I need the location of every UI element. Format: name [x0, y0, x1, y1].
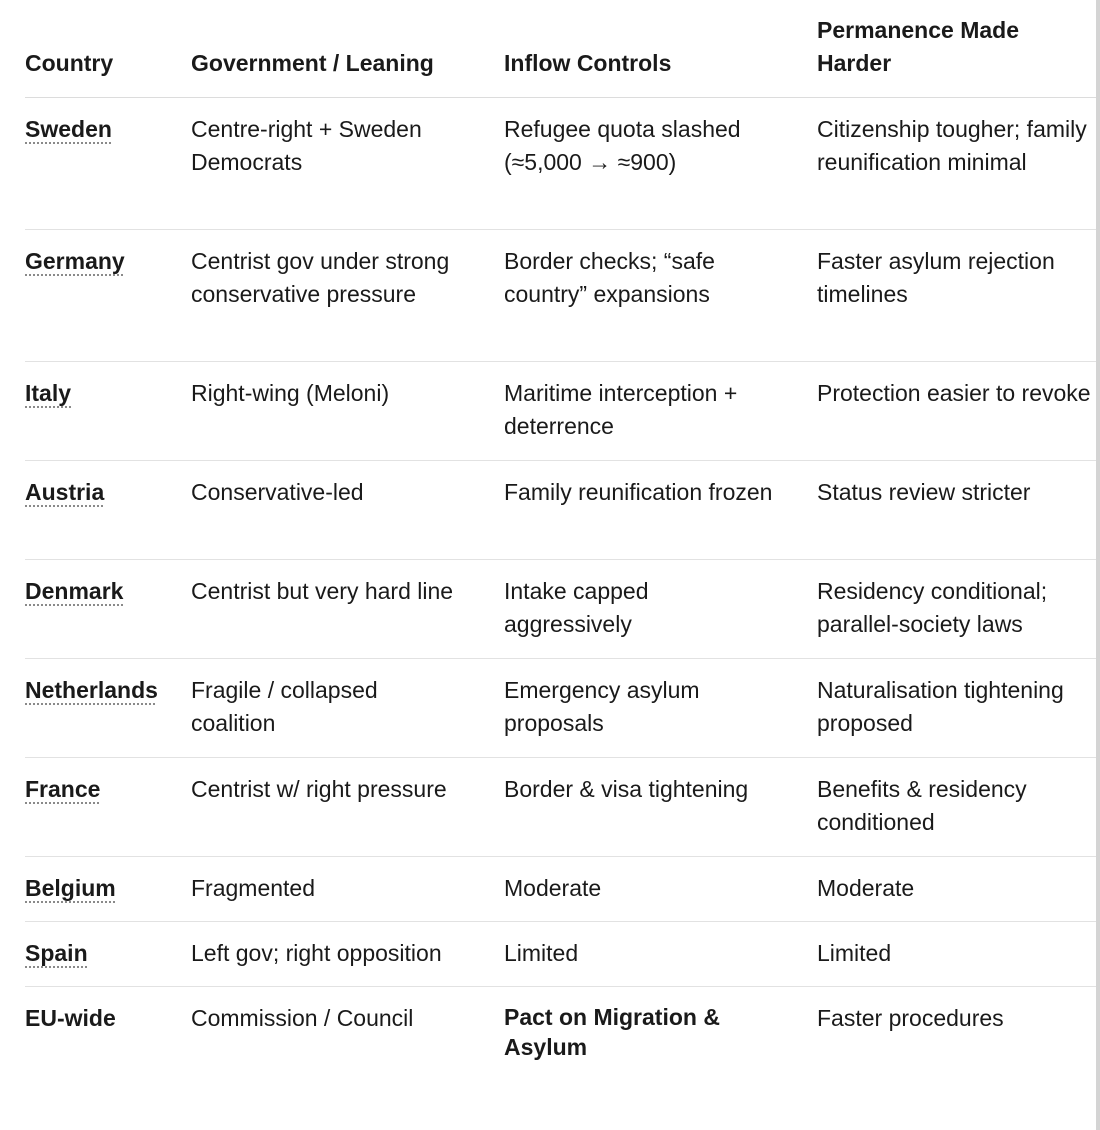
- cell-line: conservative pressure: [191, 281, 416, 307]
- header-permanence-line: Permanence Made: [817, 17, 1019, 43]
- cell-line: Emergency asylum: [504, 677, 700, 703]
- cell-line: Maritime interception +: [504, 380, 738, 406]
- permanence-cell: [817, 922, 1096, 987]
- table-row: [25, 560, 1096, 659]
- inflow-cell: [504, 98, 817, 230]
- government-cell: [191, 922, 504, 987]
- cell-line: Residency conditional;: [817, 578, 1048, 604]
- country-link-italy[interactable]: Italy: [25, 380, 72, 406]
- cell-line: Left gov; right opposition: [191, 940, 442, 966]
- permanence-cell: [817, 987, 1096, 1067]
- cell-line: Border checks; “safe: [504, 248, 715, 274]
- inflow-cell: [504, 922, 817, 987]
- table-row: [25, 230, 1096, 362]
- cell-line: deterrence: [504, 413, 614, 439]
- country-link-germany[interactable]: Germany: [25, 248, 125, 274]
- inflow-cell: [504, 560, 817, 659]
- cell-line: Protection easier to revoke: [817, 380, 1091, 406]
- permanence-cell: [817, 758, 1096, 857]
- cell-line: Democrats: [191, 149, 303, 175]
- cell-line: Limited: [504, 940, 579, 966]
- permanence-cell: [817, 230, 1096, 362]
- permanence-cell: [817, 857, 1096, 922]
- cell-line: Refugee quota slashed: [504, 116, 741, 142]
- cell-line: parallel-society laws: [817, 611, 1023, 637]
- cell-line: Moderate: [504, 875, 602, 901]
- cell-line: aggressively: [504, 611, 632, 637]
- cell-line: Centrist w/ right pressure: [191, 776, 447, 802]
- table-row: [25, 987, 1096, 1067]
- page-edge-divider: [1096, 0, 1100, 1130]
- inflow-cell: [504, 362, 817, 461]
- cell-line: conditioned: [817, 809, 935, 835]
- permanence-cell: [817, 560, 1096, 659]
- header-inflow-controls[interactable]: Inflow Controls: [504, 0, 817, 98]
- table-row: [25, 922, 1096, 987]
- table-row: [25, 362, 1096, 461]
- table-row: [25, 857, 1096, 922]
- cell-line: Right-wing (Meloni): [191, 380, 390, 406]
- cell-line: country” expansions: [504, 281, 710, 307]
- table-row: [25, 98, 1096, 230]
- cell-line: Family reunification frozen: [504, 479, 773, 505]
- migration-policy-table: [25, 0, 1096, 1067]
- header-country[interactable]: Country: [25, 0, 191, 98]
- permanence-cell: [817, 461, 1096, 560]
- cell-line: Moderate: [817, 875, 915, 901]
- country-link-belgium[interactable]: Belgium: [25, 875, 116, 901]
- inflow-cell: [504, 987, 817, 1067]
- cell-line: Centrist gov under strong: [191, 248, 450, 274]
- cell-line: Pact on Migration &: [504, 1004, 720, 1030]
- government-cell: [191, 98, 504, 230]
- inflow-cell: [504, 461, 817, 560]
- cell-line: Fragmented: [191, 875, 316, 901]
- cell-line: Citizenship tougher; family: [817, 116, 1087, 142]
- cell-line: Status review stricter: [817, 479, 1031, 505]
- government-cell: [191, 461, 504, 560]
- government-cell: [191, 362, 504, 461]
- country-link-netherlands[interactable]: Netherlands: [25, 677, 158, 703]
- cell-line: Limited: [817, 940, 892, 966]
- cell-line: Naturalisation tightening: [817, 677, 1064, 703]
- header-permanence-line: Harder: [817, 50, 892, 76]
- inflow-cell: [504, 758, 817, 857]
- government-cell: [191, 758, 504, 857]
- government-cell: [191, 659, 504, 758]
- country-link-france[interactable]: France: [25, 776, 101, 802]
- inflow-cell: [504, 659, 817, 758]
- table-row: [25, 461, 1096, 560]
- government-cell: [191, 987, 504, 1067]
- permanence-cell: [817, 659, 1096, 758]
- cell-line: Benefits & residency: [817, 776, 1027, 802]
- government-cell: [191, 560, 504, 659]
- government-cell: [191, 857, 504, 922]
- cell-line: Border & visa tightening: [504, 776, 749, 802]
- cell-line: timelines: [817, 281, 908, 307]
- permanence-cell: [817, 98, 1096, 230]
- inflow-cell: [504, 230, 817, 362]
- cell-line: Faster asylum rejection: [817, 248, 1055, 274]
- cell-line: Fragile / collapsed: [191, 677, 378, 703]
- table-row: [25, 659, 1096, 758]
- table-header-row: [25, 0, 1096, 98]
- cell-line: reunification minimal: [817, 149, 1027, 175]
- cell-line: Asylum: [504, 1034, 588, 1060]
- cell-line: Commission / Council: [191, 1005, 414, 1031]
- country-link-austria[interactable]: Austria: [25, 479, 105, 505]
- cell-line: Centrist but very hard line: [191, 578, 454, 604]
- inflow-cell: [504, 857, 817, 922]
- header-permanence[interactable]: [817, 0, 1096, 98]
- country-link-spain[interactable]: Spain: [25, 940, 88, 966]
- cell-line: coalition: [191, 710, 276, 736]
- cell-line: proposed: [817, 710, 913, 736]
- header-government[interactable]: Government / Leaning: [191, 0, 504, 98]
- country-link-denmark[interactable]: Denmark: [25, 578, 124, 604]
- cell-line: Intake capped: [504, 578, 649, 604]
- country-eu-wide: EU-wide: [25, 1005, 116, 1031]
- cell-line: proposals: [504, 710, 604, 736]
- cell-line: Centre-right + Sweden: [191, 116, 422, 142]
- cell-line: Faster procedures: [817, 1005, 1004, 1031]
- government-cell: [191, 230, 504, 362]
- cell-line: (≈5,000 → ≈900): [504, 149, 677, 175]
- cell-line: Conservative-led: [191, 479, 364, 505]
- country-link-sweden[interactable]: Sweden: [25, 116, 112, 142]
- permanence-cell: [817, 362, 1096, 461]
- table-row: [25, 758, 1096, 857]
